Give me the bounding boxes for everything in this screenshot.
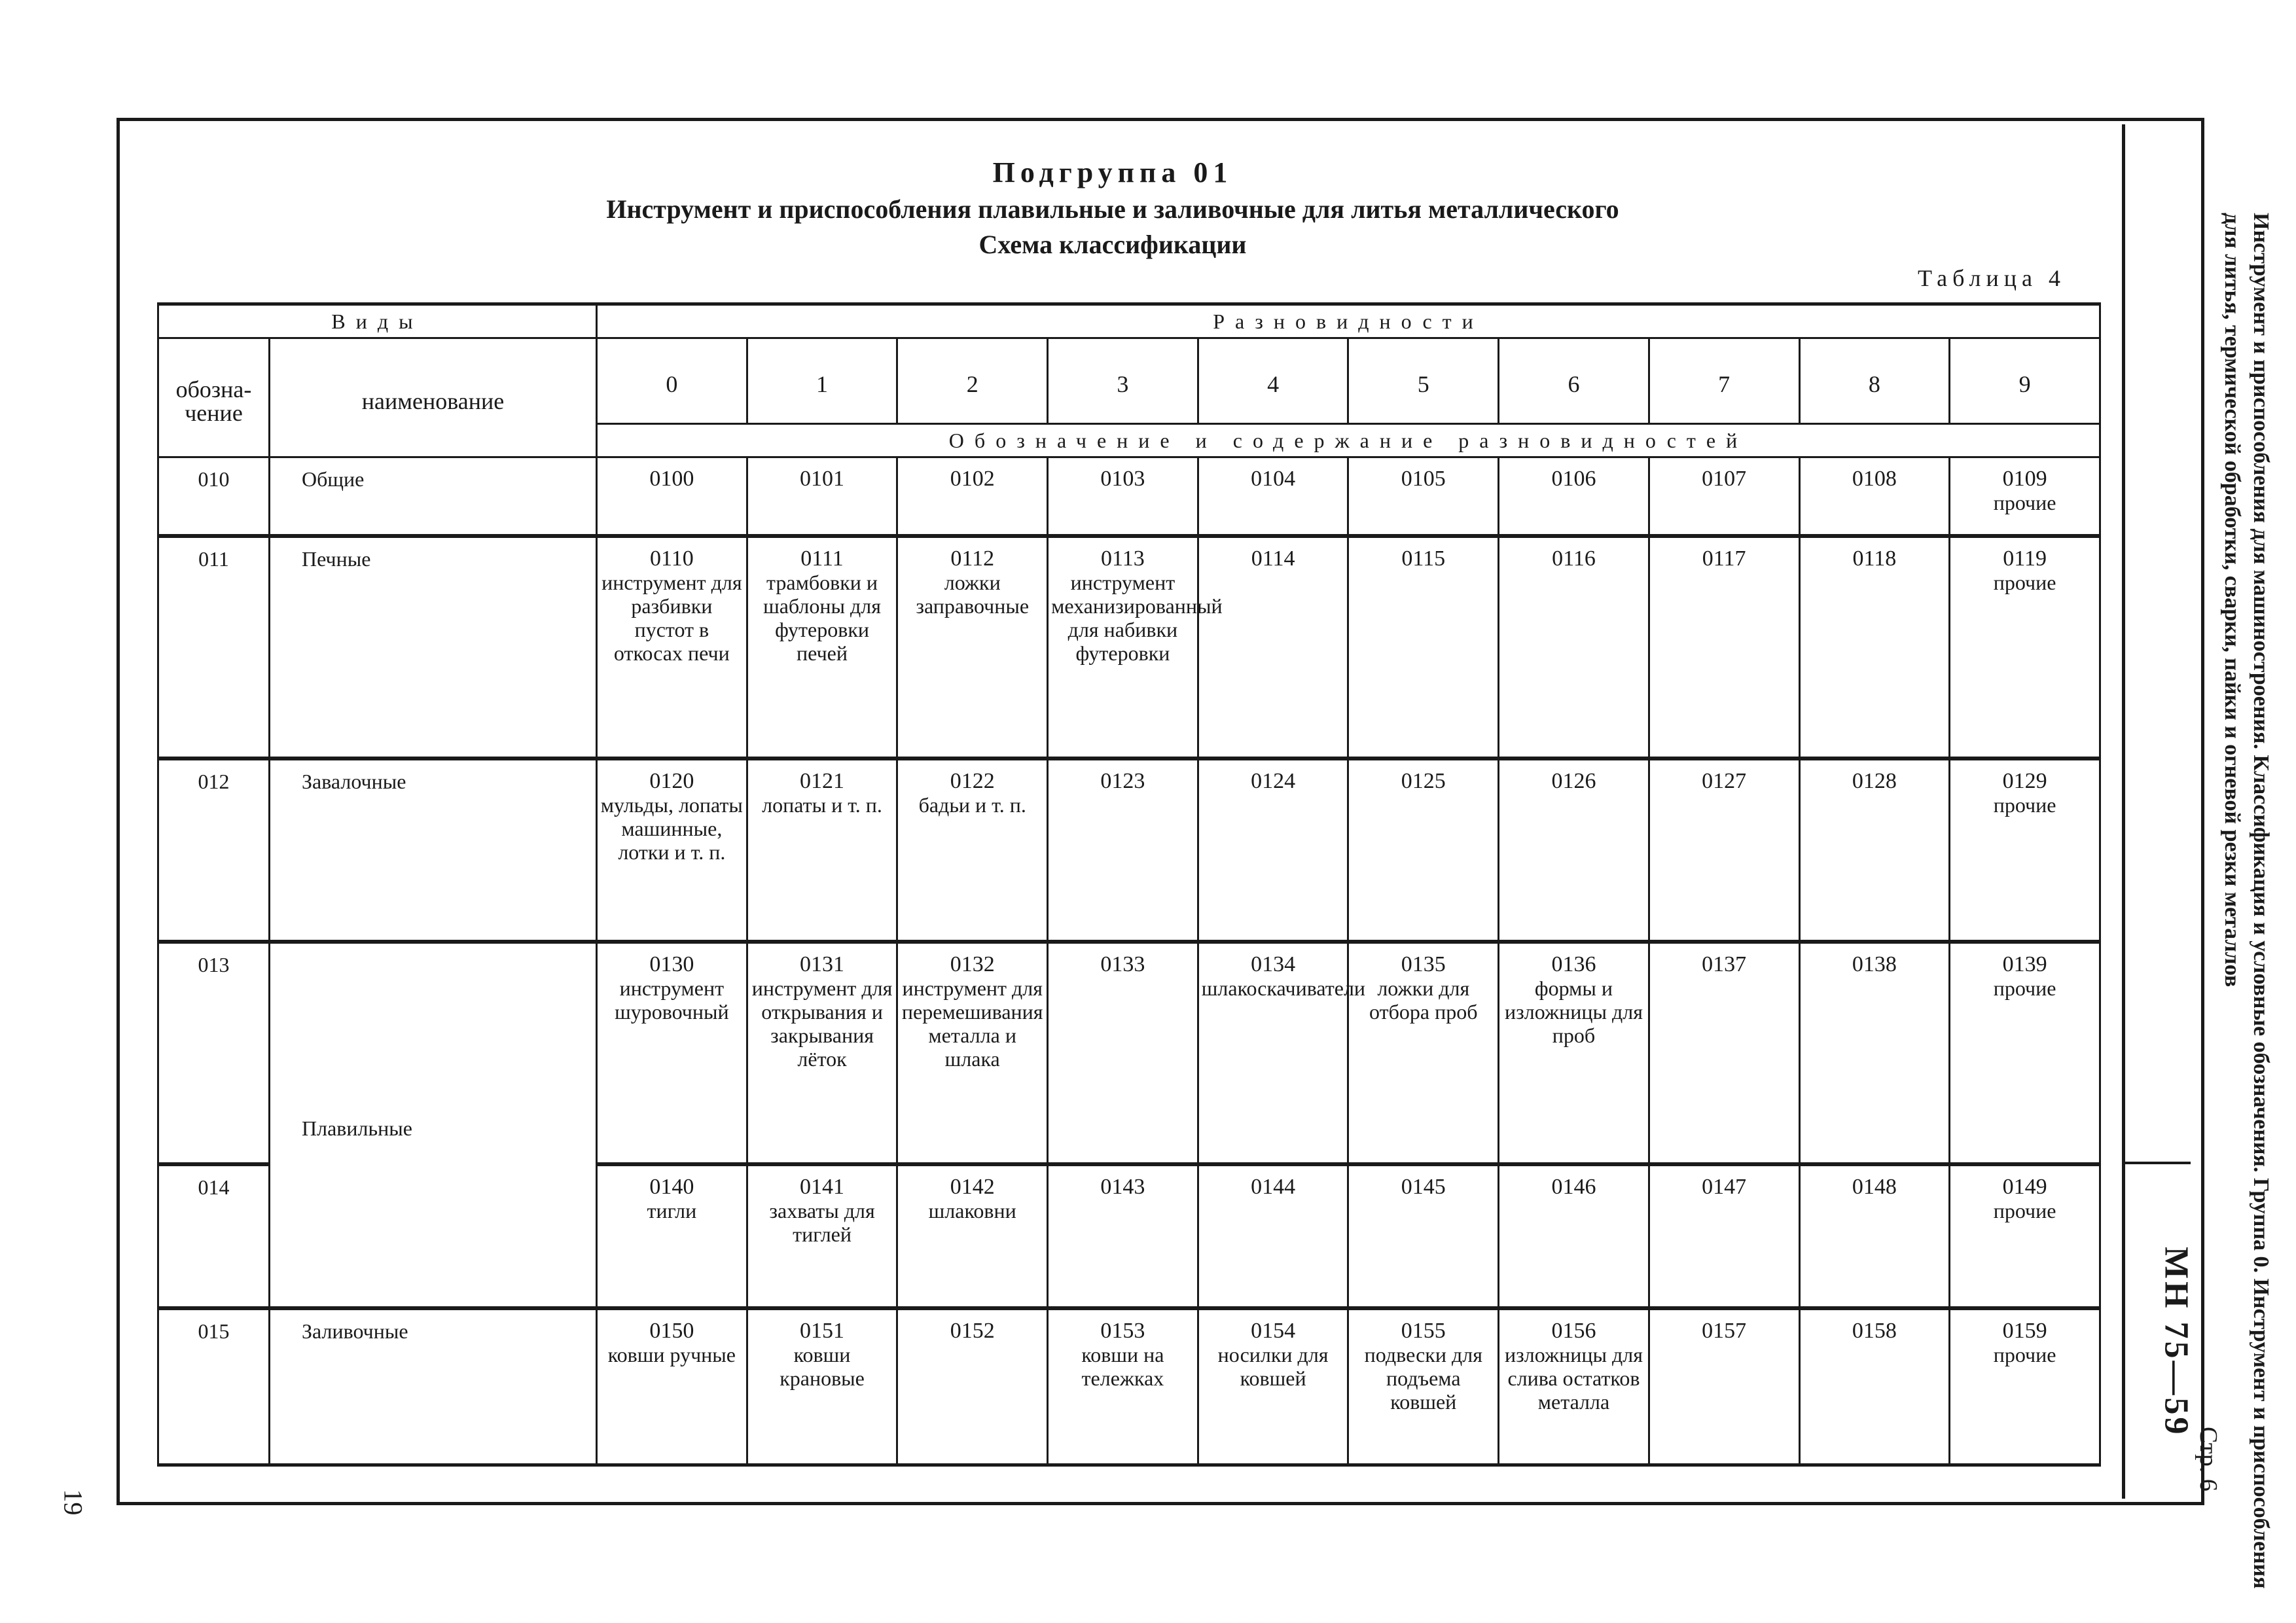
- variety-description: трамбовки и шаблоны для футеровки печей: [763, 570, 881, 665]
- variety-cell: [1799, 457, 1950, 536]
- variety-cell: [597, 942, 747, 1164]
- variety-cell: [597, 1308, 747, 1465]
- variety-code: 0122: [950, 768, 995, 793]
- variety-description: инструмент для перемешивания металла и шлака: [901, 976, 1043, 1071]
- variety-cell: [1799, 758, 1950, 942]
- variety-description: прочие: [1993, 570, 2056, 594]
- row-code: 012: [158, 758, 270, 942]
- variety-description: изложницы для слива остатков металла: [1505, 1342, 1643, 1414]
- variety-description: подвески для подъема ковшей: [1364, 1342, 1482, 1414]
- variety-number: 9: [1950, 338, 2100, 424]
- variety-number: 3: [1048, 338, 1198, 424]
- variety-description: ковши ручные: [607, 1342, 736, 1366]
- row-code: 010: [158, 457, 270, 536]
- row-name: Печные: [270, 536, 597, 758]
- table-label: Таблица 4: [1918, 265, 2066, 291]
- variety-cell: [597, 1164, 747, 1308]
- variety-code: 0152: [950, 1318, 995, 1343]
- document-subtitle: Схема классификации: [978, 230, 1247, 259]
- variety-description: захваты для тиглей: [769, 1198, 875, 1246]
- variety-cell: [1198, 758, 1348, 942]
- variety-cell: [897, 457, 1048, 536]
- variety-code: 0157: [1702, 1318, 1747, 1343]
- variety-cell: [897, 758, 1048, 942]
- variety-number: 6: [1499, 338, 1649, 424]
- variety-cell: [1499, 1164, 1649, 1308]
- variety-cell: [1048, 758, 1198, 942]
- variety-cell: [1799, 536, 1950, 758]
- variety-code: 0119: [2003, 546, 2047, 571]
- variety-description: шлаковни: [928, 1198, 1016, 1222]
- side-page-number: Стр. 6: [2195, 1427, 2222, 1491]
- variety-code: 0109: [2002, 467, 2047, 491]
- variety-cell: [1499, 457, 1649, 536]
- variety-code: 0149: [2002, 1174, 2047, 1199]
- variety-code: 0158: [1852, 1318, 1897, 1343]
- row-code: 011: [158, 536, 270, 758]
- document-title: Инструмент и приспособления плавильные и заливочные для литья металлического: [606, 194, 1619, 224]
- page-number: 19: [58, 1489, 88, 1516]
- variety-cell: [747, 942, 897, 1164]
- variety-cell: [597, 536, 747, 758]
- variety-code: 0113: [1101, 546, 1145, 571]
- variety-code: 0128: [1852, 768, 1897, 793]
- name-header: наименование: [270, 338, 597, 457]
- variety-cell: [1348, 536, 1499, 758]
- variety-cell: [1198, 1164, 1348, 1308]
- table-row: [158, 536, 2100, 758]
- variety-code: 0150: [649, 1318, 694, 1343]
- variety-description: ложки для отбора проб: [1369, 976, 1478, 1024]
- variety-number: 0: [597, 338, 747, 424]
- variety-cell: [1348, 758, 1499, 942]
- variety-code: 0129: [2002, 768, 2047, 793]
- variety-code: 0137: [1702, 952, 1747, 976]
- variety-description: инструмент механизированный для набивки футеровки: [1051, 570, 1223, 665]
- variety-number: 2: [897, 338, 1048, 424]
- variety-cell: [1649, 536, 1799, 758]
- variety-code: 0117: [1702, 546, 1746, 571]
- variety-cell: [747, 1308, 897, 1465]
- variety-description: прочие: [1993, 491, 2056, 514]
- variety-cell: [1048, 1308, 1198, 1465]
- variety-cell: [1198, 457, 1348, 536]
- variety-cell: [747, 1164, 897, 1308]
- variety-cell: [1198, 1308, 1348, 1465]
- variety-code: 0147: [1702, 1174, 1747, 1199]
- variety-code: 0151: [800, 1318, 845, 1343]
- variety-code: 0108: [1852, 467, 1897, 491]
- variety-cell: [747, 758, 897, 942]
- variety-cell: [1048, 1164, 1198, 1308]
- variety-code: 0127: [1702, 768, 1747, 793]
- variety-description: инструмент шуровочный: [615, 976, 729, 1024]
- variety-cell: [597, 758, 747, 942]
- variety-description: бадьи и т. п.: [918, 793, 1026, 817]
- table-row: [158, 457, 2100, 536]
- variety-code: 0126: [1551, 768, 1596, 793]
- variety-cell: [1649, 457, 1799, 536]
- variety-cell: [747, 457, 897, 536]
- variety-cell: [1048, 942, 1198, 1164]
- variety-code: 0131: [800, 952, 845, 976]
- variety-cell: [1649, 1164, 1799, 1308]
- variety-code: 0112: [950, 546, 995, 571]
- variety-code: 0136: [1551, 952, 1596, 976]
- variety-code: 0146: [1551, 1174, 1596, 1199]
- variety-cell: [1348, 1164, 1499, 1308]
- variety-code: 0118: [1852, 546, 1897, 571]
- variety-code: 0140: [649, 1174, 694, 1199]
- side-note: Инструмент и приспособления для машиностроения. Классификация и условные обозначения. Группа 0. Инструмент и приспособления для литья, термической обработки, сварки, пайки и огневой резки металлов: [2220, 213, 2273, 1589]
- variety-number: 8: [1799, 338, 1950, 424]
- row-code: 015: [158, 1308, 270, 1465]
- variety-code: 0102: [950, 467, 995, 491]
- variety-cell: [1198, 536, 1348, 758]
- row-code: 013: [158, 942, 270, 1164]
- variety-code: 0148: [1852, 1174, 1897, 1199]
- variety-cell: [1649, 1308, 1799, 1465]
- variety-cell: [897, 1308, 1048, 1465]
- table-row: [158, 1308, 2100, 1465]
- variety-code: 0138: [1852, 952, 1897, 976]
- variety-cell: [1799, 1164, 1950, 1308]
- variety-code: 0115: [1401, 546, 1446, 571]
- variety-code: 0104: [1251, 467, 1296, 491]
- variety-code: 0121: [800, 768, 845, 793]
- variety-code: 0111: [800, 546, 844, 571]
- variety-cell: [1499, 758, 1649, 942]
- variety-cell: [1048, 536, 1223, 758]
- variety-cell: [1198, 942, 1366, 1164]
- variety-code: 0141: [800, 1174, 845, 1199]
- variety-code: 0123: [1100, 768, 1145, 793]
- variety-number: 4: [1198, 338, 1348, 424]
- variety-description: ложки заправочные: [916, 570, 1030, 618]
- row-name: Завалочные: [270, 758, 597, 942]
- variety-cell: [597, 457, 747, 536]
- variety-cell: [897, 536, 1048, 758]
- variety-cell: [1499, 942, 1649, 1164]
- variety-code: 0144: [1251, 1174, 1296, 1199]
- variety-description: шлакоскачиватели: [1201, 976, 1366, 1000]
- variety-code: 0156: [1551, 1318, 1596, 1343]
- variety-description: тигли: [647, 1198, 697, 1222]
- variety-number: 1: [747, 338, 897, 424]
- variety-code: 0125: [1401, 768, 1446, 793]
- variety-code: 0105: [1401, 467, 1446, 491]
- standard-code: МН 75—59: [2157, 1246, 2195, 1437]
- variety-cell: [1348, 942, 1499, 1164]
- variety-number: 5: [1348, 338, 1499, 424]
- variety-cell: [1649, 942, 1799, 1164]
- types-header: Виды: [158, 304, 597, 338]
- row-name: Заливочные: [270, 1308, 597, 1465]
- variety-cell: [1950, 1308, 2100, 1465]
- variety-code: 0114: [1251, 546, 1295, 571]
- variety-description: ковши крановые: [780, 1342, 865, 1390]
- variety-description: прочие: [1993, 1342, 2056, 1366]
- variety-code: 0139: [2002, 952, 2047, 976]
- row-code: 014: [158, 1164, 270, 1308]
- varieties-header: Разновидности: [597, 304, 2100, 338]
- variety-code: 0110: [649, 546, 694, 571]
- variety-cell: [1950, 758, 2100, 942]
- variety-code: 0153: [1100, 1318, 1145, 1343]
- variety-content-header: Обозначение и содержание разновидностей: [597, 424, 2100, 457]
- variety-cell: [1499, 536, 1649, 758]
- variety-description: инструмент для разбивки пустот в откосах печи: [601, 570, 742, 665]
- variety-code: 0100: [649, 467, 694, 491]
- table-row: [158, 942, 2100, 1164]
- variety-code: 0134: [1251, 952, 1296, 976]
- variety-number: 7: [1649, 338, 1799, 424]
- variety-code: 0143: [1100, 1174, 1145, 1199]
- variety-description: мульды, лопаты машинные, лотки и т. п.: [600, 793, 743, 864]
- row-name: Общие: [270, 457, 597, 536]
- variety-cell: [1499, 1308, 1649, 1465]
- variety-cell: [1950, 536, 2100, 758]
- variety-cell: [897, 942, 1048, 1164]
- side-code-divider: [2122, 1162, 2191, 1164]
- variety-code: 0106: [1551, 467, 1596, 491]
- variety-code: 0116: [1552, 546, 1596, 571]
- variety-code: 0159: [2002, 1318, 2047, 1343]
- classification-table: [157, 302, 2101, 1467]
- variety-cell: [1950, 942, 2100, 1164]
- variety-cell: [1649, 758, 1799, 942]
- variety-code: 0101: [800, 467, 845, 491]
- variety-description: лопаты и т. п.: [762, 793, 882, 817]
- variety-cell: [897, 1164, 1048, 1308]
- variety-cell: [1799, 1308, 1950, 1465]
- variety-code: 0135: [1401, 952, 1446, 976]
- variety-code: 0130: [649, 952, 694, 976]
- variety-cell: [1950, 457, 2100, 536]
- variety-code: 0120: [649, 768, 694, 793]
- variety-cell: [747, 536, 897, 758]
- side-divider: [2122, 124, 2125, 1499]
- variety-cell: [1950, 1164, 2100, 1308]
- variety-description: формы и изложницы для проб: [1505, 976, 1643, 1047]
- variety-cell: [1348, 457, 1499, 536]
- variety-code: 0142: [950, 1174, 995, 1199]
- header-row-numbers: [158, 338, 2100, 424]
- variety-code: 0155: [1401, 1318, 1446, 1343]
- variety-description: прочие: [1993, 976, 2056, 1000]
- variety-description: прочие: [1993, 1198, 2056, 1222]
- variety-code: 0133: [1100, 952, 1145, 976]
- variety-cell: [1799, 942, 1950, 1164]
- variety-code: 0124: [1251, 768, 1296, 793]
- variety-description: прочие: [1993, 793, 2056, 817]
- header-row-top: [158, 304, 2100, 338]
- variety-code: 0103: [1100, 467, 1145, 491]
- variety-cell: [1348, 1308, 1499, 1465]
- variety-code: 0145: [1401, 1174, 1446, 1199]
- table-row: [158, 758, 2100, 942]
- variety-description: инструмент для открывания и закрывания лёток: [751, 976, 893, 1071]
- variety-code: 0107: [1702, 467, 1747, 491]
- subgroup-heading: Подгруппа 01: [992, 156, 1233, 188]
- row-name: Плавильные: [270, 942, 597, 1308]
- variety-code: 0154: [1251, 1318, 1296, 1343]
- designation-header: обозна-чение: [158, 338, 270, 457]
- variety-code: 0132: [950, 952, 995, 976]
- table-body: [158, 457, 2100, 1465]
- variety-cell: [1048, 457, 1198, 536]
- variety-description: носилки для ковшей: [1217, 1342, 1329, 1390]
- variety-description: ковши на тележках: [1081, 1342, 1164, 1390]
